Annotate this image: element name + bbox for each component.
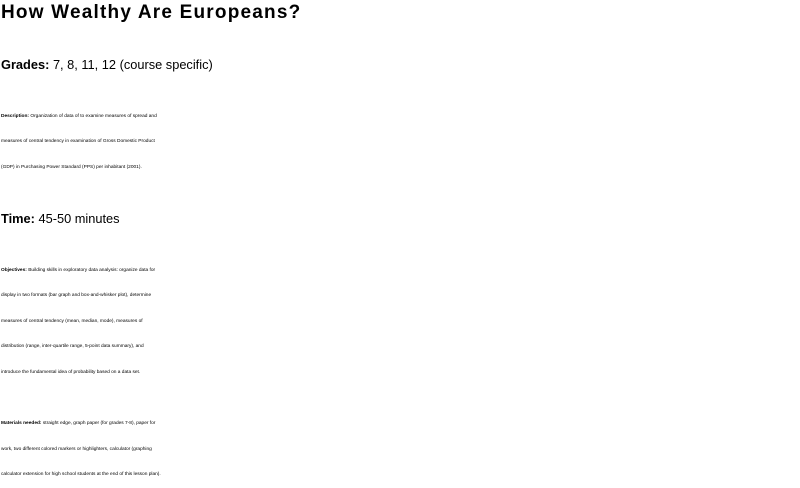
materials-section [1,411,800,488]
materials-line: work, two different colored markers or highlighters, calculator (graphing [1,446,152,452]
document-title: How Wealthy Are Europeans? [1,2,302,23]
materials-text: straight edge, graph paper (for grades 7-8), paper for [42,421,156,426]
objectives-line: display in two formats (bar graph and box-and-whisker plot), determine [1,293,152,298]
grades-section [1,52,800,78]
objectives-line [1,258,800,284]
description-line [1,104,800,130]
objectives-section [1,258,800,386]
description-line: (GDP) in Purchasing Power Standard (PPS) per inhabitant (2001). [1,164,142,170]
grades-text: 7, 8, 11, 12 (course specific) [52,57,213,72]
time-text: 45-50 minutes [38,211,120,226]
materials-line: calculator extension for high school students at the end of this lesson plan). [1,472,161,477]
description-section [1,104,800,181]
objectives-text: Building skills in exploratory data analysis: organize data for [28,267,156,273]
time-section [1,206,800,232]
time-label: Time: [1,211,35,226]
grades-label: Grades: [1,57,50,72]
objectives-label: Objectives: [1,267,27,273]
materials-label: Materials needed: [1,421,42,426]
objectives-line: distribution (range, inter-quartile range, 5-point data summary), and [1,344,144,349]
objectives-line: introduce the fundamental idea of probability based on a data set. [1,369,141,375]
description-text: Organization of data of to examine measures of spread and [30,113,157,119]
materials-line [1,411,800,437]
description-label: Description: [1,113,29,119]
objectives-line: measures of central tendency (mean, median, mode), measures of [1,318,143,324]
description-line: measures of central tendency in examination of Gross Domestic Product [1,139,155,144]
